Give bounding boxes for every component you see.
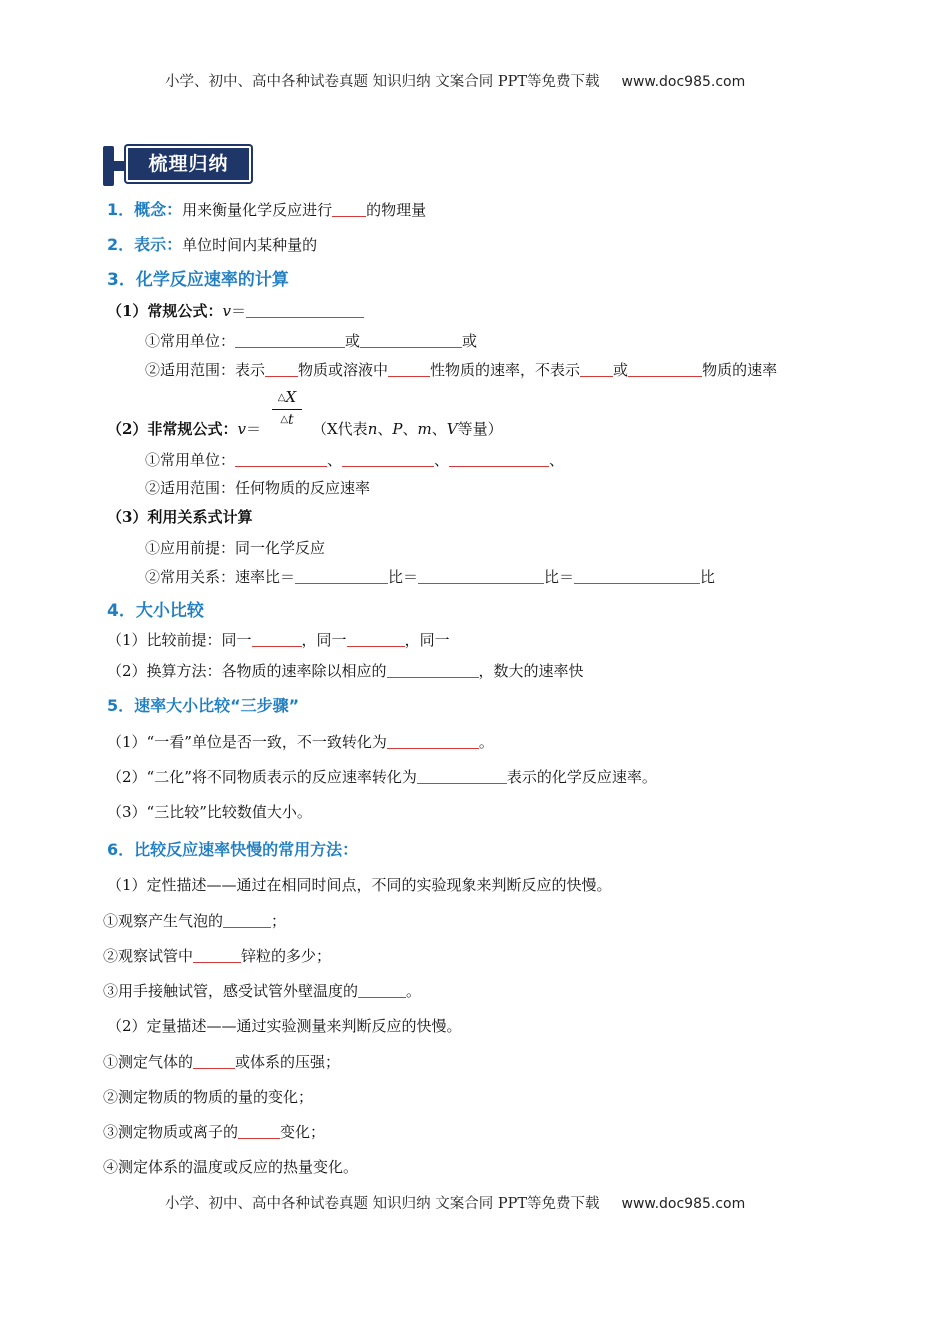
banner-title: 梳理归纳 <box>148 153 229 175</box>
section-banner <box>103 144 253 186</box>
banner-notch <box>114 161 124 171</box>
units-label: ①常用单位： <box>145 332 236 350</box>
step-post: 。 <box>478 733 494 751</box>
premise-mid: ，同一 <box>404 631 450 649</box>
quantitative-c <box>103 1121 325 1142</box>
or-text: 或 <box>462 332 478 350</box>
separator: 、 <box>327 451 343 469</box>
item-number: 2． <box>107 235 135 254</box>
compare-conversion <box>107 660 584 681</box>
ratio-mid: 比＝ <box>544 568 575 586</box>
blank[interactable] <box>223 913 271 928</box>
compare-premise <box>107 629 450 650</box>
denominator-variable: t <box>288 412 294 428</box>
ratio-post: 比 <box>700 568 716 586</box>
step-two <box>107 766 657 787</box>
blank[interactable] <box>574 569 700 584</box>
var-v: V <box>446 420 458 438</box>
equals-sign: ＝ <box>245 420 261 438</box>
blank[interactable] <box>388 362 430 377</box>
q-post: 或体系的压强； <box>235 1053 341 1071</box>
q-post: 。 <box>406 982 422 1000</box>
regular-formula <box>107 300 364 321</box>
blank[interactable] <box>628 362 702 377</box>
item-representation <box>107 232 317 255</box>
note-pre: （X代表 <box>312 420 368 438</box>
item-concept <box>107 197 426 220</box>
blank[interactable] <box>418 569 544 584</box>
blank[interactable] <box>238 1124 280 1139</box>
blank[interactable] <box>358 983 406 998</box>
velocity-symbol: v <box>237 420 246 438</box>
qualitative-c <box>103 980 421 1001</box>
separator: 、 <box>402 420 418 438</box>
numerator-variable: X <box>285 388 297 406</box>
nonregular-formula-note <box>312 418 503 439</box>
page-header <box>165 70 745 91</box>
conversion-pre: （2）换算方法：各物质的速率除以相应的 <box>107 662 387 680</box>
blank[interactable] <box>387 663 479 678</box>
regular-units <box>145 330 477 351</box>
blank[interactable] <box>235 452 327 467</box>
range-mid2: 性物质的速率，不表示 <box>430 361 581 379</box>
range-pre: ②适用范围：表示 <box>145 361 266 379</box>
relation-premise: ①应用前提：同一化学反应 <box>145 539 326 557</box>
blank[interactable] <box>387 734 479 749</box>
item-label: 表示： <box>134 235 183 254</box>
units-label: ①常用单位： <box>145 451 236 469</box>
range-post: 物质的速率 <box>702 361 778 379</box>
representation-text: 单位时间内某种量的 <box>182 236 318 254</box>
fraction-numerator <box>270 388 304 406</box>
regular-formula-label: （1）常规公式： <box>107 302 223 320</box>
separator: 、 <box>434 451 450 469</box>
section-5-title: 5．速率大小比较“三步骤” <box>107 696 300 715</box>
header-url[interactable]: www.doc985.com <box>621 74 746 90</box>
var-m: m <box>417 420 432 438</box>
section-6-title: 6．比较反应速率快慢的常用方法： <box>107 840 359 859</box>
ratio-pre: ②常用关系：速率比＝ <box>145 568 296 586</box>
var-p: P <box>392 420 403 438</box>
range-mid1: 物质或溶液中 <box>298 361 389 379</box>
blank[interactable] <box>235 333 345 348</box>
quantitative-desc: （2）定量描述——通过实验测量来判断反应的快慢。 <box>107 1017 462 1035</box>
fraction-bar <box>272 409 302 410</box>
page-footer <box>165 1192 745 1213</box>
concept-pre: 用来衡量化学反应进行 <box>182 201 333 219</box>
footer-text: 小学、初中、高中各种试卷真题 知识归纳 文案合同 PPT等免费下载 <box>165 1196 600 1212</box>
relation-ratio <box>145 566 715 587</box>
quantitative-a <box>103 1051 340 1072</box>
blank[interactable] <box>193 1054 235 1069</box>
banner-bar <box>103 146 114 186</box>
separator: 、 <box>377 420 393 438</box>
concept-post: 的物理量 <box>366 201 427 219</box>
qualitative-desc: （1）定性描述——通过在相同时间点，不同的实验现象来判断反应的快慢。 <box>107 876 612 894</box>
q-pre: ②观察试管中 <box>103 947 194 965</box>
qualitative-a <box>103 910 286 931</box>
velocity-symbol: v <box>222 302 231 320</box>
blank[interactable] <box>193 948 241 963</box>
nonregular-range: ②适用范围：任何物质的反应速率 <box>145 479 371 497</box>
header-text: 小学、初中、高中各种试卷真题 知识归纳 文案合同 PPT等免费下载 <box>165 74 600 90</box>
blank[interactable] <box>295 569 388 584</box>
delta-symbol: △ <box>277 392 286 403</box>
separator: 、 <box>431 420 447 438</box>
blank[interactable] <box>342 452 434 467</box>
var-n: n <box>367 420 378 438</box>
q-pre: ①观察产生气泡的 <box>103 912 224 930</box>
quantitative-d: ④测定体系的温度或反应的热量变化。 <box>103 1158 359 1176</box>
fraction-denominator <box>270 412 304 428</box>
blank[interactable] <box>417 769 507 784</box>
blank[interactable] <box>332 202 366 217</box>
blank[interactable] <box>252 632 302 647</box>
premise-pre: （1）比较前提：同一 <box>107 631 252 649</box>
blank[interactable] <box>449 452 549 467</box>
premise-mid: ，同一 <box>301 631 347 649</box>
q-post: 锌粒的多少； <box>241 947 332 965</box>
blank[interactable] <box>347 632 405 647</box>
q-pre: ③测定物质或离子的 <box>103 1123 239 1141</box>
step-post: 表示的化学反应速率。 <box>506 768 657 786</box>
delta-symbol: △ <box>280 414 289 425</box>
q-pre: ①测定气体的 <box>103 1053 194 1071</box>
footer-url[interactable]: www.doc985.com <box>621 1196 746 1212</box>
regular-range <box>145 359 777 380</box>
blank[interactable] <box>580 362 613 377</box>
range-mid3: 或 <box>613 361 629 379</box>
step-pre: （1）“一看”单位是否一致，不一致转化为 <box>107 733 387 751</box>
relation-calc-label: （3）利用关系式计算 <box>107 508 253 526</box>
step-one <box>107 731 494 752</box>
note-post: 等量） <box>457 420 503 438</box>
blank[interactable] <box>246 303 364 318</box>
nonregular-units <box>145 449 564 470</box>
blank[interactable] <box>360 333 462 348</box>
nonregular-formula-label: （2）非常规公式： <box>107 420 238 438</box>
equals-sign: ＝ <box>230 302 246 320</box>
section-4-title: 4．大小比较 <box>107 601 204 621</box>
step-pre: （2）“二化”将不同物质表示的反应速率转化为 <box>107 768 417 786</box>
conversion-post: ，数大的速率快 <box>478 662 584 680</box>
nonregular-formula-label-row <box>107 418 261 439</box>
item-label: 概念： <box>134 200 183 219</box>
q-post: 变化； <box>280 1123 326 1141</box>
item-number: 1． <box>107 200 135 219</box>
qualitative-b <box>103 945 331 966</box>
q-pre: ③用手接触试管，感受试管外壁温度的 <box>103 982 359 1000</box>
step-three: （3）“三比较”比较数值大小。 <box>107 803 312 821</box>
or-text: 或 <box>345 332 361 350</box>
q-post: ； <box>271 912 287 930</box>
section-3-title: 3．化学反应速率的计算 <box>107 270 289 290</box>
separator: 、 <box>549 451 565 469</box>
quantitative-b: ②测定物质的物质的量的变化； <box>103 1088 314 1106</box>
ratio-mid: 比＝ <box>388 568 419 586</box>
blank[interactable] <box>265 362 298 377</box>
